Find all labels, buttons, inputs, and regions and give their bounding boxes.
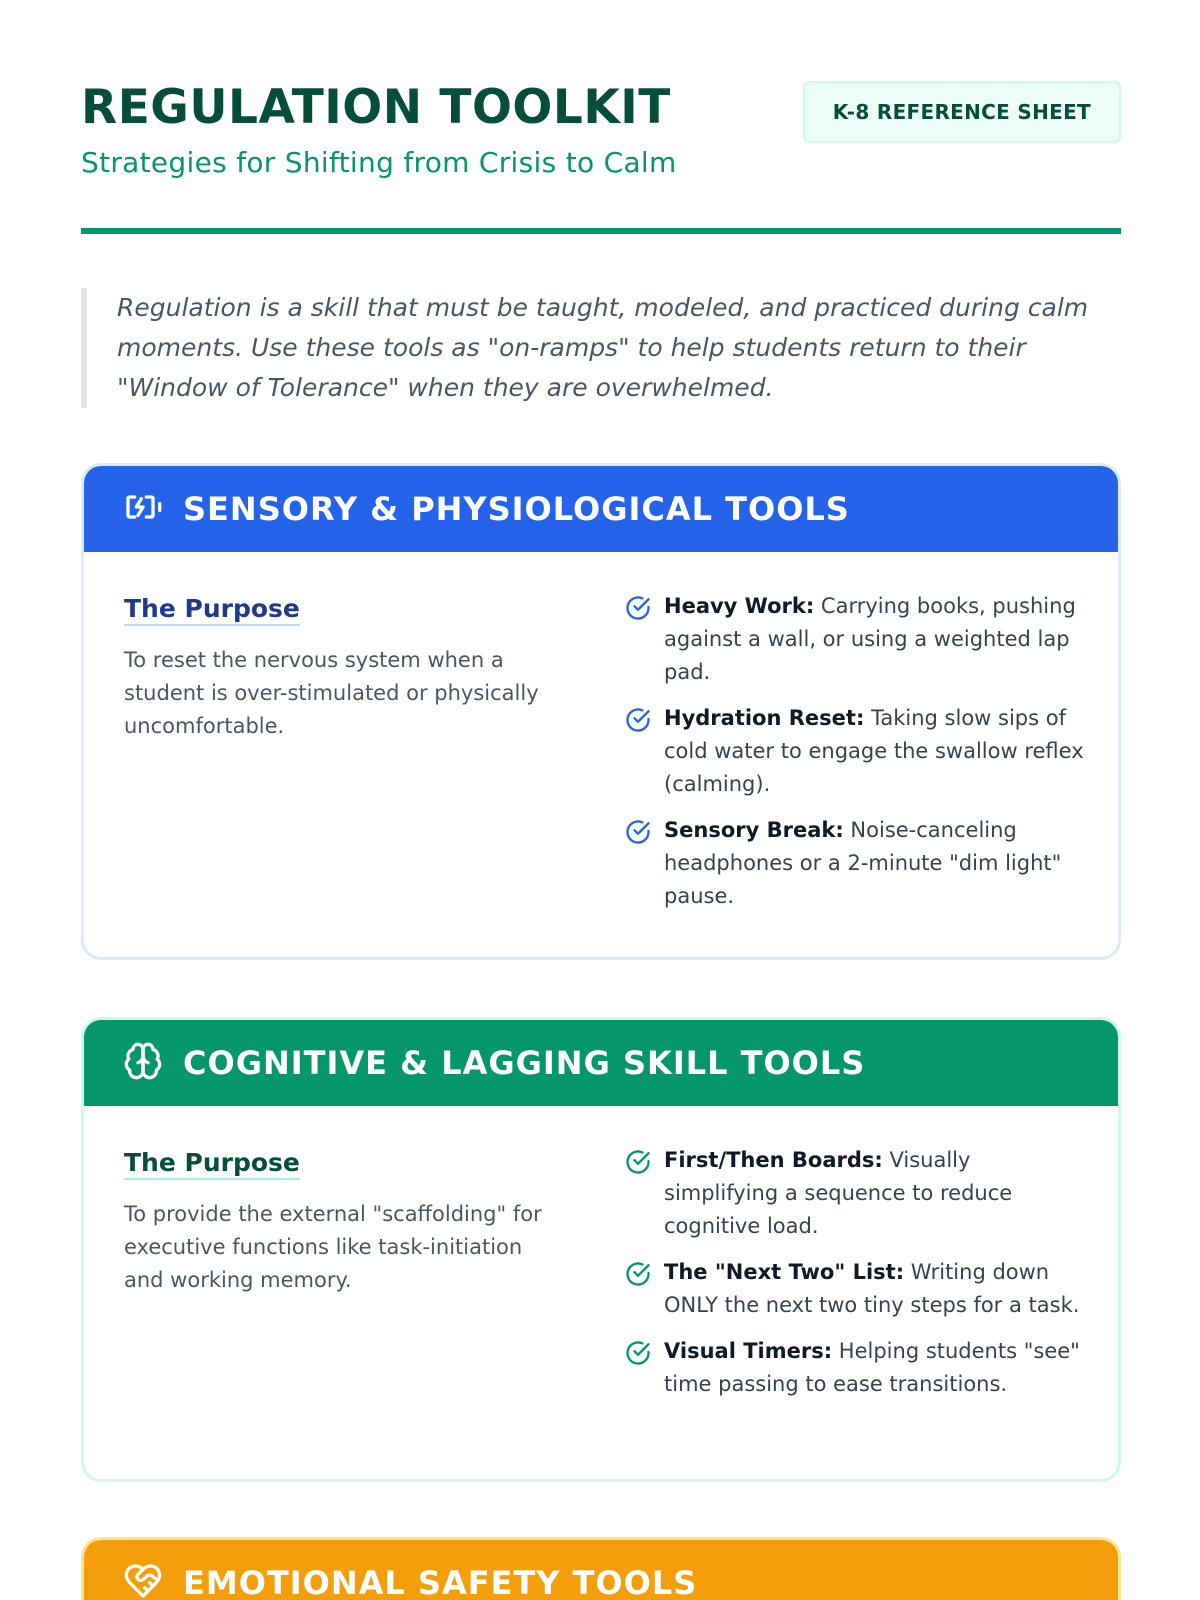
sensory-battery-icon — [123, 487, 163, 531]
intro-quote: Regulation is a skill that must be taught, modeled, and practiced during calm moments. Use these tools as "on-ramps" to help students return to their "Window of Tolerance" when they are overwhelmed. — [81, 288, 1121, 408]
check-circle-icon — [624, 1335, 652, 1371]
tool-name: First/Then Boards: — [664, 1148, 883, 1172]
check-circle-icon — [624, 590, 652, 626]
section-header-emotional — [84, 1540, 1118, 1600]
check-circle-icon — [624, 1144, 652, 1180]
tool-description: Taking slow sips of cold water to engage the swallow reflex (calming). — [664, 706, 1084, 796]
page-header — [81, 78, 1121, 234]
purpose-block — [124, 594, 564, 743]
tool-name: Heavy Work: — [664, 594, 815, 618]
check-circle-icon — [624, 814, 652, 850]
tool-description: Noise-canceling headphones or a 2-minute "dim light" pause. — [664, 818, 1062, 908]
list-item — [624, 814, 1084, 913]
brain-icon — [123, 1041, 163, 1085]
tool-name: The "Next Two" List: — [664, 1260, 905, 1284]
purpose-title: The Purpose — [124, 1148, 300, 1180]
tool-description: Writing down ONLY the next two tiny steps for a task. — [664, 1260, 1080, 1317]
purpose-title: The Purpose — [124, 594, 300, 626]
purpose-block — [124, 1148, 564, 1297]
check-circle-icon — [624, 702, 652, 738]
section-title: COGNITIVE & LAGGING SKILL TOOLS — [183, 1044, 866, 1082]
tool-list — [624, 590, 1084, 926]
tool-description: Visually simplifying a sequence to reduce cognitive load. — [664, 1148, 1013, 1238]
list-item — [624, 1256, 1084, 1322]
page-subtitle: Strategies for Shifting from Crisis to Calm — [81, 146, 677, 179]
list-item — [624, 702, 1084, 801]
section-card-emotional — [81, 1537, 1121, 1600]
tool-name: Hydration Reset: — [664, 706, 865, 730]
reference-badge: K-8 REFERENCE SHEET — [803, 81, 1121, 143]
tool-list — [624, 1144, 1084, 1414]
header-divider — [81, 228, 1121, 234]
list-item — [624, 1144, 1084, 1243]
tool-description: Helping students "see" time passing to ease transitions. — [664, 1339, 1080, 1396]
heart-handshake-icon — [123, 1561, 163, 1600]
section-card-cognitive — [81, 1017, 1121, 1482]
purpose-text: To provide the external "scaffolding" for executive functions like task-initiation and working memory. — [124, 1202, 542, 1292]
tool-name: Visual Timers: — [664, 1339, 833, 1363]
section-header-sensory — [84, 466, 1118, 552]
list-item — [624, 590, 1084, 689]
tool-description: Carrying books, pushing against a wall, or using a weighted lap pad. — [664, 594, 1076, 684]
check-circle-icon — [624, 1256, 652, 1292]
section-title: SENSORY & PHYSIOLOGICAL TOOLS — [183, 490, 850, 528]
list-item — [624, 1335, 1084, 1401]
section-card-sensory — [81, 463, 1121, 960]
page-title: REGULATION TOOLKIT — [81, 80, 671, 135]
section-header-cognitive — [84, 1020, 1118, 1106]
section-title: EMOTIONAL SAFETY TOOLS — [183, 1564, 698, 1600]
purpose-text: To reset the nervous system when a student is over-stimulated or physically uncomfortable. — [124, 648, 539, 738]
tool-name: Sensory Break: — [664, 818, 844, 842]
